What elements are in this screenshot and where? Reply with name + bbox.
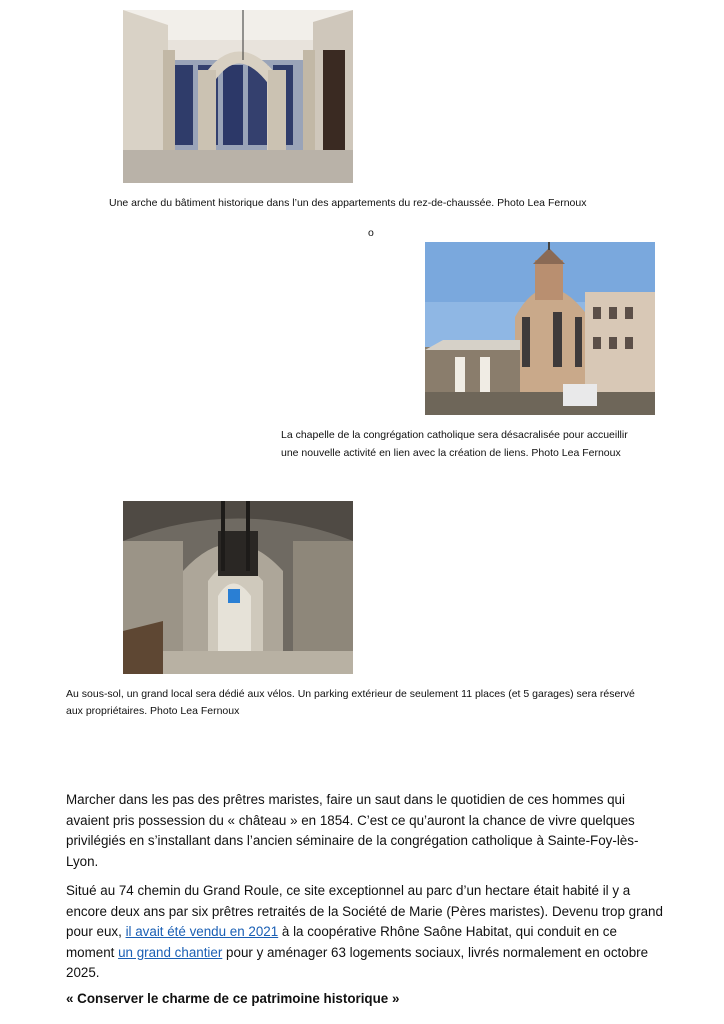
article-paragraph-1 xyxy=(66,790,666,872)
arch-photo-caption: Une arche du bâtiment historique dans l’un des appartements du rez-de-chaussée. Photo Lea Fernoux xyxy=(109,197,587,209)
chapel-photo-caption-line1: La chapelle de la congrégation catholique sera désacralisée pour accueillir xyxy=(281,429,628,441)
big-construction-site-link[interactable]: un grand chantier xyxy=(118,944,223,960)
arch-photo xyxy=(123,10,353,183)
basement-photo xyxy=(123,501,353,674)
chapel-photo-illustration xyxy=(425,242,655,415)
chapel-photo-caption-line2: une nouvelle activité en lien avec la création de liens. Photo Lea Fernoux xyxy=(281,447,621,459)
article-paragraph-1-text: Marcher dans les pas des prêtres maristes, faire un saut dans le quotidien de ces hommes qui avaient pris possession du « château » en 1854. C’est ce qu’auront la chance de vivre quelques privilégiés en s’installant dans l’ancien séminaire de la congrégation catholique à Sainte-Foy-lès-Lyon. xyxy=(66,792,639,869)
sold-in-2021-link[interactable]: il avait été vendu en 2021 xyxy=(125,924,279,939)
article-paragraph-2-part-c: pour y aménager 63 logements sociaux, livrés normalement en octobre 2025. xyxy=(66,944,649,980)
separator-mark: o xyxy=(368,227,374,239)
arch-photo-illustration xyxy=(123,10,353,183)
basement-photo-caption-line2: aux propriétaires. Photo Lea Fernoux xyxy=(66,705,240,717)
article-paragraph-2 xyxy=(66,881,666,984)
basement-photo-illustration xyxy=(123,501,353,674)
article-paragraph-2-part-a: Situé au 74 chemin du Grand Roule, ce site exceptionnel au parc d’un hectare était habité il y a encore deux ans par six prêtres retraités de la Société de Marie (Pères maristes). Devenu trop grand pour eux, xyxy=(66,883,663,939)
article-paragraph-2-part-b: à la coopérative Rhône Saône Habitat, qui conduit en ce moment xyxy=(66,924,617,960)
basement-photo-caption-line1: Au sous-sol, un grand local sera dédié aux vélos. Un parking extérieur de seulement 11 places (et 5 garages) sera réservé xyxy=(66,688,635,700)
article-paragraph-2-text xyxy=(66,881,666,984)
article-subheading: « Conserver le charme de ce patrimoine historique » xyxy=(66,991,400,1006)
chapel-photo xyxy=(425,242,655,415)
